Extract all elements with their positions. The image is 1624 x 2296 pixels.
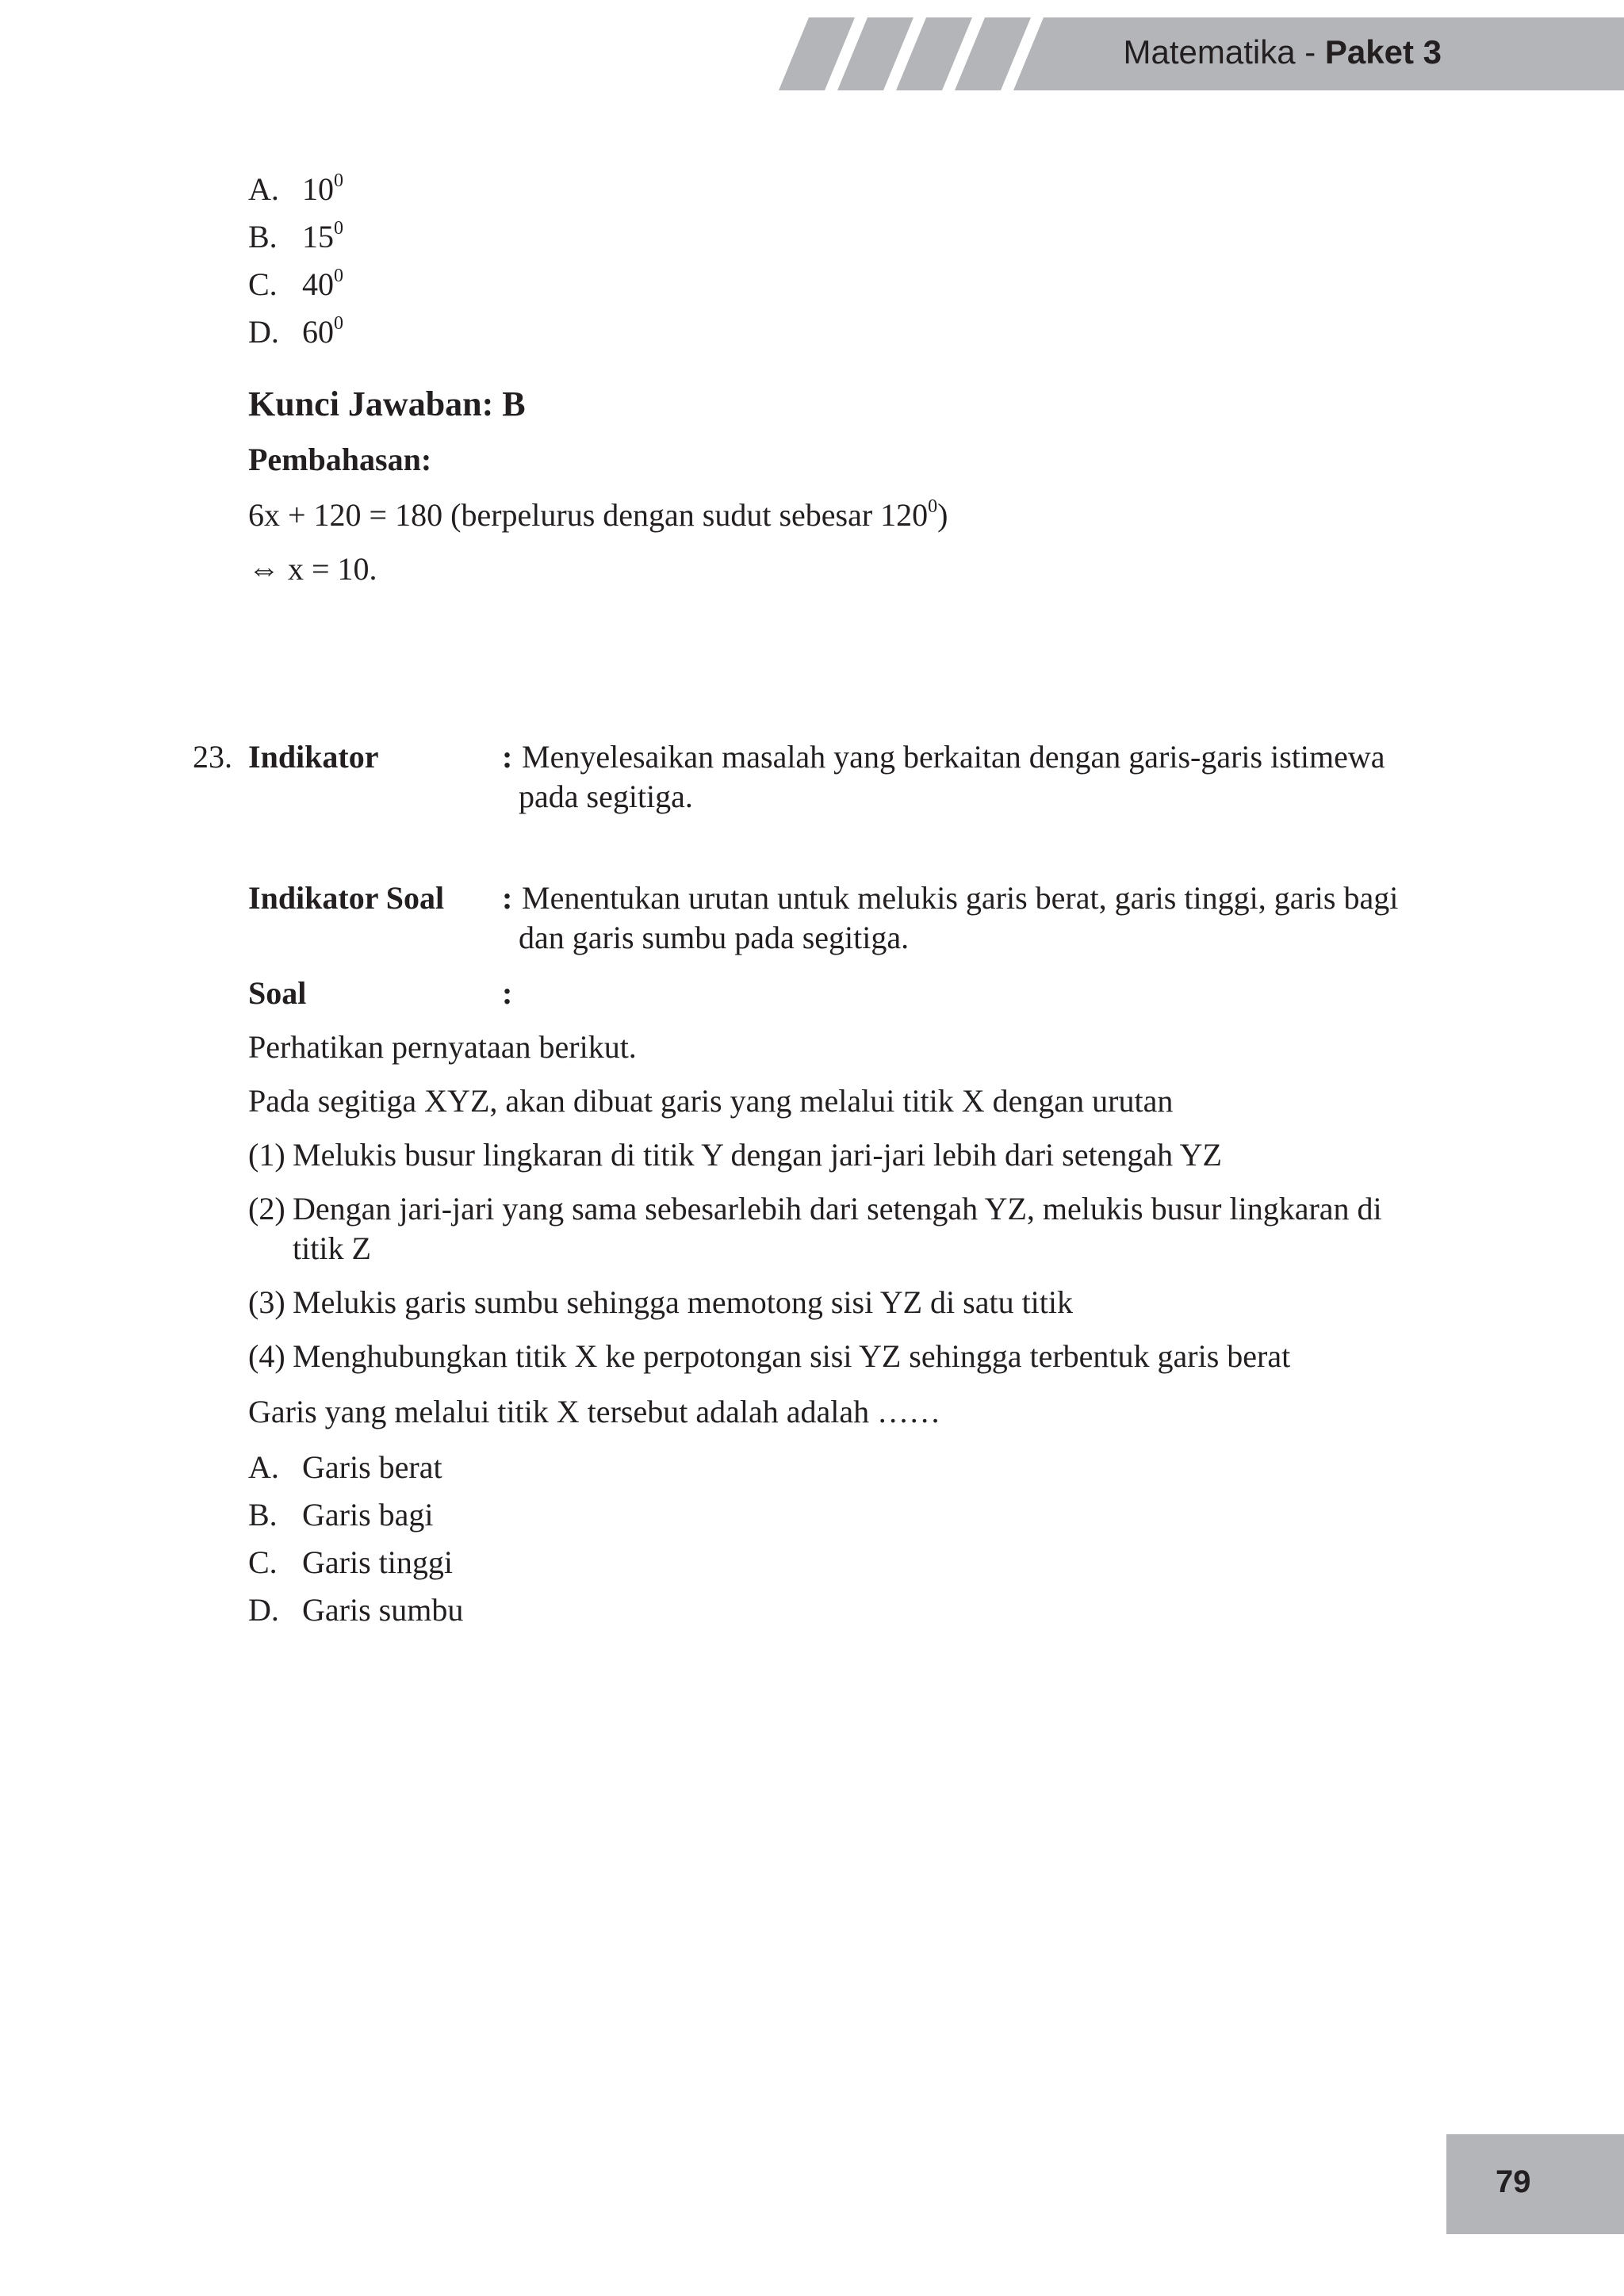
prev-option-b: B. $15^0$	[248, 218, 343, 254]
indikator-label: Indikator	[248, 739, 379, 775]
option-a: A. Garis berat	[248, 1449, 442, 1485]
indikator-soal-line-1: Menentukan urutan untuk melukis garis berat, garis tinggi, garis bagi	[522, 880, 1399, 916]
page-number: 79	[1496, 2164, 1531, 2199]
header-title	[1123, 33, 1442, 71]
step-2: (2) Dengan jari-jari yang sama sebesarlebih dari setengah YZ, melukis busur lingkaran di titik Z	[248, 1191, 1382, 1266]
question-intro: Perhatikan pernyataan berikut.	[248, 1029, 637, 1065]
indikator-soal-colon: :	[502, 880, 513, 916]
header-package: Paket 3	[1324, 33, 1442, 71]
prev-option-c: C. $40^0$	[248, 266, 343, 302]
step-4: (4) Menghubungkan titik X ke perpotongan sisi YZ sehingga terbentuk garis berat	[248, 1338, 1291, 1374]
header-subject: Matematika -	[1123, 33, 1325, 71]
page-number-box	[1446, 2134, 1624, 2234]
indikator-line-1: Menyelesaikan masalah yang berkaitan dengan garis-garis istimewa	[522, 739, 1385, 775]
option-d: D. Garis sumbu	[248, 1592, 464, 1628]
step-3: (3) Melukis garis sumbu sehingga memotong sisi YZ di satu titik	[248, 1284, 1074, 1320]
discussion-line-1: 6x + 120 = 180 (berpelurus dengan sudut sebesar $120^0$)	[248, 496, 948, 533]
indikator-soal-line-2: dan garis sumbu pada segitiga.	[519, 920, 910, 955]
discussion-line-2: ⇔ x = 10.	[248, 551, 377, 587]
question-number: 23.	[193, 739, 232, 775]
prev-option-a: A. $10^0$	[248, 170, 343, 207]
option-b: B. Garis bagi	[248, 1497, 434, 1533]
step-1: (1) Melukis busur lingkaran di titik Y dengan jari-jari lebih dari setengah YZ	[248, 1137, 1222, 1173]
question-prompt: Garis yang melalui titik X tersebut adalah adalah ……	[248, 1394, 941, 1429]
indikator-line-2: pada segitiga.	[519, 779, 693, 814]
indikator-soal-label: Indikator Soal	[248, 880, 445, 916]
discussion-label: Pembahasan:	[248, 442, 432, 477]
soal-colon: :	[502, 975, 513, 1011]
option-c: C. Garis tinggi	[248, 1544, 453, 1580]
question-stem: Pada segitiga XYZ, akan dibuat garis yang melalui titik X dengan urutan	[248, 1083, 1174, 1119]
prev-option-d: D. $60^0$	[248, 313, 343, 350]
indikator-colon: :	[502, 739, 513, 775]
soal-label: Soal	[248, 975, 307, 1011]
answer-key: Kunci Jawaban: B	[248, 385, 526, 423]
